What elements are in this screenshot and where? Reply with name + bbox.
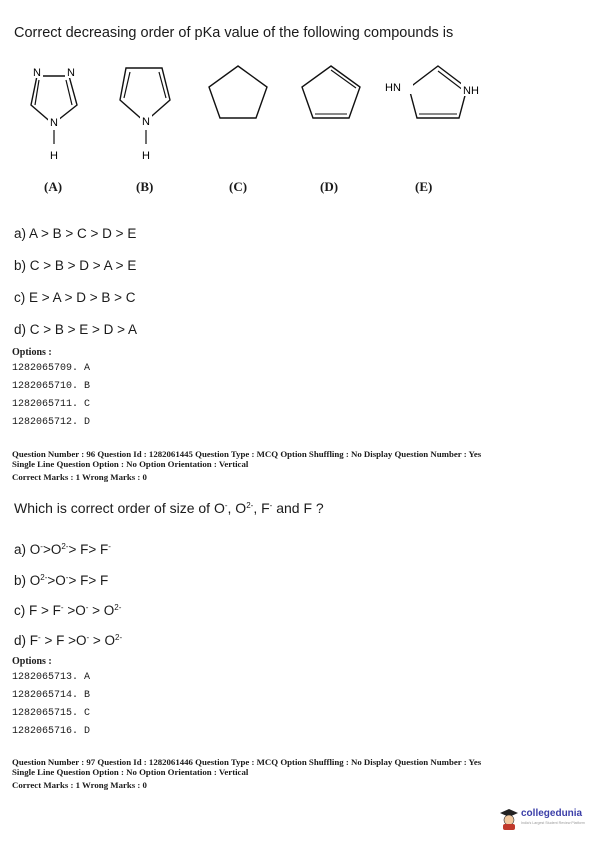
option-a: a) $O^->O^{2-}> F> F^-$ — [14, 542, 111, 557]
collegedunia-logo — [497, 806, 587, 832]
option-code: 1282065712. D — [12, 417, 91, 428]
question-meta-line: Question Number : 96 Question Id : 1282061445 Question Type : MCQ Option Shuffling : No Display Question Number : Yes — [12, 449, 482, 459]
structure-b — [112, 60, 178, 170]
structure-d — [298, 60, 364, 130]
logo-name: collegedunia — [521, 808, 583, 819]
atom-n: N — [33, 67, 41, 79]
structure-c — [205, 60, 271, 130]
option-code: 1282065711. C — [12, 399, 91, 410]
question-96-text: Correct decreasing order of pKa value of the following compounds is — [14, 25, 454, 41]
question-meta-line: Single Line Question Option : No Option Orientation : Vertical — [12, 459, 249, 469]
atom-hn: HN — [385, 82, 401, 94]
question-marks: Correct Marks : 1 Wrong Marks : 0 — [12, 780, 147, 790]
option-code: 1282065710. B — [12, 381, 91, 392]
option-code: 1282065713. A — [12, 672, 91, 683]
structure-label-b: (B) — [136, 179, 154, 194]
option-code: 1282065716. D — [12, 726, 91, 737]
options-heading: Options : — [12, 656, 52, 667]
question-marks: Correct Marks : 1 Wrong Marks : 0 — [12, 472, 147, 482]
logo-tagline: India's Largest Student Review Platform — [521, 821, 585, 825]
atom-n: N — [142, 116, 150, 128]
atom-nh: NH — [463, 85, 479, 97]
structure-e — [381, 60, 491, 130]
option-c: c) $F > F^- >O^- > O^{2-}$ — [14, 603, 122, 618]
atom-n: N — [67, 67, 75, 79]
structure-label-a: (A) — [44, 179, 63, 194]
structure-label-e: (E) — [415, 179, 433, 194]
option-c: c) E > A > D > B > C — [14, 290, 136, 305]
option-b: b) $O^{2-}>O^-> F> F$ — [14, 573, 109, 588]
question-97-text: Which is correct order of size of O-, $O^{2-}$, F- and F ? — [14, 500, 324, 516]
question-meta-line: Single Line Question Option : No Option Orientation : Vertical — [12, 767, 249, 777]
option-d: d) C > B > E > D > A — [14, 322, 138, 337]
structure-a — [27, 60, 87, 170]
atom-h: H — [142, 150, 150, 162]
option-code: 1282065715. C — [12, 708, 91, 719]
question-meta-line: Question Number : 97 Question Id : 1282061446 Question Type : MCQ Option Shuffling : No Display Question Number : Yes — [12, 757, 482, 767]
atom-h: H — [50, 150, 58, 162]
option-b: b) C > B > D > A > E — [14, 258, 137, 273]
option-a: a) A > B > C > D > E — [14, 226, 137, 241]
graduate-mascot-icon — [499, 807, 519, 831]
option-code: 1282065714. B — [12, 690, 91, 701]
structure-label-d: (D) — [320, 179, 339, 194]
option-code: 1282065709. A — [12, 363, 91, 374]
atom-n: N — [50, 117, 58, 129]
options-heading: Options : — [12, 347, 52, 358]
structure-label-c: (C) — [229, 179, 248, 194]
option-d: d) $F^- > F >O^- > O^{2-}$ — [14, 633, 123, 648]
